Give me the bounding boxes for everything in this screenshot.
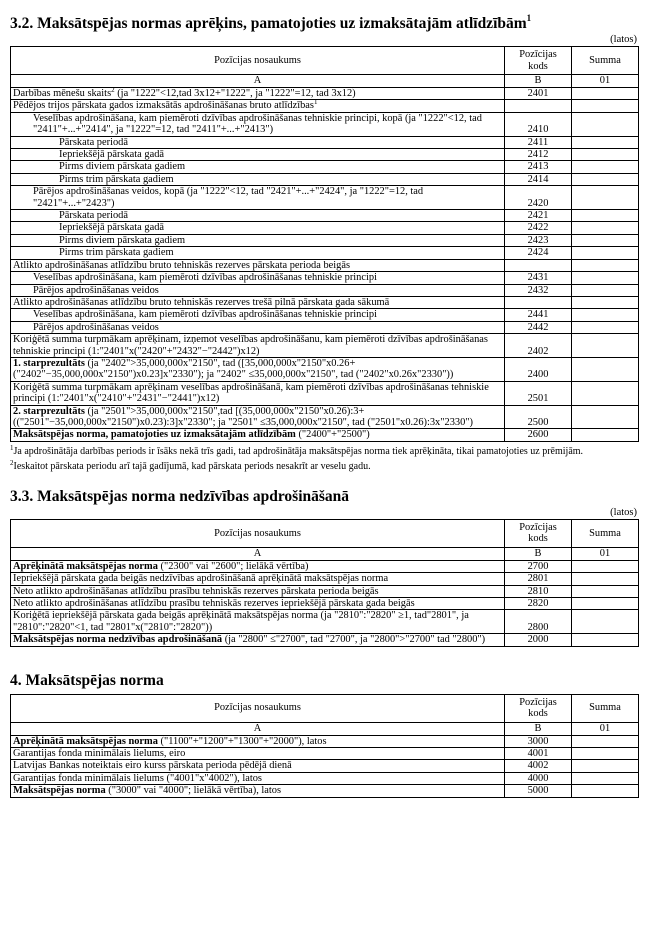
row-code: 2413 [505,161,572,173]
row-amount-cell[interactable] [572,573,639,585]
row-name-text: Pēdējos trijos pārskata gados izmaksātās apdrošināšanas bruto atlīdzības [13,100,314,112]
row-name-text: Koriģētā summa turpmākam aprēķinam veselības apdrošināšanā, kam piemēroti dzīvības apdrošināšanas tehniskie principi (1:"2401"x("2410"+"2431"−"2441")x12) [13,381,489,405]
row-name [11,772,505,784]
row-code: 2800 [505,610,572,634]
table-row [11,296,639,308]
section-3-2-footnotes [10,443,638,473]
row-amount-cell[interactable] [572,598,639,610]
row-amount-cell[interactable] [572,161,639,173]
row-amount-cell[interactable] [572,222,639,234]
row-name [11,284,505,296]
row-code: 2420 [505,186,572,210]
row-name-text: Pirms diviem pārskata gadiem [59,161,186,173]
row-amount-cell[interactable] [572,284,639,296]
row-name-text: Pārskata periodā [59,136,128,148]
row-code: 3000 [505,735,572,747]
section-3-3-table [10,519,639,647]
row-name-text: Pārējos apdrošināšanas veidos [33,284,159,296]
row-amount-cell[interactable] [572,186,639,210]
table-row [11,247,639,259]
table-row [11,136,639,148]
header-sum: Summa [572,694,639,722]
row-name [11,149,505,161]
footnote-number: 1 [10,443,14,452]
letter-a: A [11,547,505,560]
row-code: 2423 [505,234,572,246]
letter-b: B [505,75,572,88]
row-name-text: Atlikto apdrošināšanas atlīdzību bruto tehniskās rezerves pārskata perioda beigās [13,259,351,271]
row-amount-cell[interactable] [572,210,639,222]
table-row [11,272,639,284]
row-name [11,234,505,246]
row-formula-text: ("3000" vai "4000"; lielākā vērtība), latos [105,785,282,797]
row-formula-text: (ja "1222"<12,tad 3x12+"1222", ja "1222"=12, tad 3x12) [114,88,356,99]
row-amount-cell[interactable] [572,429,639,441]
row-name [11,357,505,381]
row-name-text: Atlikto apdrošināšanas atlīdzību bruto tehniskās rezerves trešā pilnā pārskata gada sākumā [13,296,390,308]
row-name [11,785,505,797]
row-amount-cell[interactable] [572,405,639,429]
footnote-text: Ieskaitot pārskata periodu arī tajā gadījumā, kad pārskata periods nesakrīt ar veselu gadu. [13,461,371,473]
row-amount-cell[interactable] [572,634,639,646]
row-name-text: Iepriekšējā pārskata gadā [59,149,165,161]
row-code: 2424 [505,247,572,259]
section-4-table [10,694,639,798]
header-name: Pozīcijas nosaukums [11,47,505,75]
table-row [11,321,639,333]
table-row [11,309,639,321]
footnote [10,443,638,458]
row-code: 2431 [505,272,572,284]
row-amount-cell[interactable] [572,136,639,148]
section-3-3-rows [11,560,639,646]
row-name-text: Iepriekšējā pārskata gadā [59,222,165,234]
header-code: Pozīcijas kods [505,519,572,547]
row-name [11,381,505,405]
table-row [11,112,639,136]
row-name [11,598,505,610]
table-row [11,748,639,760]
table-row [11,149,639,161]
table-row [11,573,639,585]
row-formula-text: (ja "2800" ≤"2700", tad "2700", ja "2800">"2700" tad "2800") [222,634,486,646]
section-4-title: 4. Maksātspējas norma [10,671,164,689]
table-row [11,785,639,797]
row-amount-cell[interactable] [572,610,639,634]
row-code: 2410 [505,112,572,136]
row-formula-text: ("2300" vai "2600"; lielākā vērtība) [157,560,309,572]
row-name-text: Pārējos apdrošināšanas veidos [33,321,159,333]
row-amount-cell[interactable] [572,149,639,161]
row-name [11,88,505,100]
row-name [11,334,505,358]
letter-01: 01 [572,75,639,88]
table-row [11,259,639,271]
row-name [11,247,505,259]
row-formula-text: ("2400"+"2500") [295,429,370,441]
row-name [11,161,505,173]
table-row [11,735,639,747]
row-name [11,585,505,597]
row-amount-cell[interactable] [572,309,639,321]
row-code: 2600 [505,429,572,441]
row-name [11,573,505,585]
row-amount-cell[interactable] [572,112,639,136]
row-name [11,321,505,333]
table-row [11,585,639,597]
row-amount-cell[interactable] [572,88,639,100]
row-amount-cell[interactable] [572,321,639,333]
letter-b: B [505,722,572,735]
row-name-text: Pārējos apdrošināšanas veidos, kopā (ja "1222"<12, tad "2421"+...+"2424", ja "1222"=12, tad "2421"+...+"2423") [33,186,424,209]
row-amount-cell[interactable] [572,585,639,597]
row-code: 2432 [505,284,572,296]
header-sum: Summa [572,519,639,547]
row-amount-cell[interactable] [572,272,639,284]
row-formula-text: ("1100"+"1200"+"1300"+"2000"), latos [157,735,327,747]
row-code: 2801 [505,573,572,585]
row-amount-cell[interactable] [572,748,639,760]
row-code: 2000 [505,634,572,646]
row-code: 2422 [505,222,572,234]
table-row [11,381,639,405]
table-row [11,88,639,100]
row-name-text: Neto atlikto apdrošināšanas atlīdzību prasību tehniskās rezerves iepriekšējā pārskata gada beigās [13,598,415,609]
row-name-text: Darbības mēnešu skaits [13,88,112,99]
table-row [11,284,639,296]
row-amount-cell[interactable] [572,735,639,747]
row-name [11,748,505,760]
table-row [11,186,639,210]
row-amount-cell[interactable] [572,357,639,381]
row-name [11,634,505,646]
row-name-text: Veselības apdrošināšana, kam piemēroti dzīvības apdrošināšanas tehniskie principi [33,309,377,321]
row-name-text: Veselības apdrošināšana, kam piemēroti dzīvības apdrošināšanas tehniskie principi [33,272,377,284]
header-name: Pozīcijas nosaukums [11,694,505,722]
row-code: 2501 [505,381,572,405]
row-name-text: Aprēķinātā maksātspējas norma [13,735,158,747]
row-code [505,259,572,271]
row-amount-cell[interactable] [572,560,639,572]
row-amount-cell[interactable] [572,173,639,185]
footnote [10,458,638,473]
section-3-3-unit: (latos) [610,506,637,518]
row-code: 4002 [505,760,572,772]
row-amount-cell[interactable] [572,334,639,358]
row-code: 2500 [505,405,572,429]
row-formula-text: (ja "2501">35,000,000x"2150",tad [(35,000,000x"2150"x0.26):3+(("2501"−35,000,000x"2150")x0.23):3]x"2330"; ja "2501" ≤35,000,000x"2150", tad ("2501"x0.26):3x"2330") [13,405,473,428]
row-code [505,100,572,112]
table-row [11,161,639,173]
table-row [11,598,639,610]
row-name [11,760,505,772]
header-code: Pozīcijas kods [505,47,572,75]
footnote-text: Ja apdrošinātāja darbības periods ir īsāks nekā trīs gadi, tad apdrošinātāja maksātspējas norma tiek aprēķināta, tikai pamatojoties uz prēmijām. [13,445,584,457]
row-amount-cell[interactable] [572,296,639,308]
row-code: 2411 [505,136,572,148]
document-page [10,8,638,798]
row-name [11,272,505,284]
row-name [11,222,505,234]
row-name [11,210,505,222]
row-name [11,309,505,321]
table-row [11,210,639,222]
table-row [11,772,639,784]
row-name-text: Koriģētā summa turpmākam aprēķinam, izņemot veselības apdrošināšanu, kam piemēroti dzīvības apdrošināšanas tehniskie principi (1:"2401"x("2420"+"2432"−"2442")x12) [13,334,488,357]
row-amount-cell[interactable] [572,247,639,259]
letter-01: 01 [572,547,639,560]
row-name-text: Pirms trim pārskata gadiem [59,173,174,185]
row-code: 2700 [505,560,572,572]
table-row [11,610,639,634]
table-row [11,405,639,429]
row-amount-cell[interactable] [572,760,639,772]
row-name-text: 1. starprezultāts [13,357,85,369]
row-name [11,186,505,210]
row-formula-text: (ja "2402">35,000,000x"2150", tad ([35,000,000x"2150"x0.26+("2402"−35,000,000x"2150")x0.23]x"2330"); ja "2402" ≤35,000,000x"2150", tad ("2402"x0.26x"2330")) [13,357,454,381]
section-4-rows [11,735,639,797]
section-3-2-unit: (latos) [610,34,637,45]
row-amount-cell[interactable] [572,785,639,797]
row-name-text: Aprēķinātā maksātspējas norma [13,560,158,572]
row-code: 2820 [505,598,572,610]
row-code: 2400 [505,357,572,381]
row-code: 2412 [505,149,572,161]
row-name-text: Neto atlikto apdrošināšanas atlīdzību prasību tehniskās rezerves pārskata perioda beigās [13,585,379,597]
row-name-text: Maksātspējas norma, pamatojoties uz izmaksātajām atlīdzībām [13,429,296,441]
row-name [11,735,505,747]
section-3-2-title: 3.2. Maksātspējas normas aprēķins, pamatojoties uz izmaksātajām atlīdzībām$^1$ [10,13,532,32]
row-name-text: Garantijas fonda minimālais lielums, eiro [13,748,186,760]
row-name [11,173,505,185]
row-amount-cell[interactable] [572,100,639,112]
row-code: 2414 [505,173,572,185]
row-name-text: Iepriekšējā pārskata gada beigās nedzīvības apdrošināšanā aprēķinātā maksātspējas norma [13,573,389,585]
row-amount-cell[interactable] [572,259,639,271]
row-name [11,136,505,148]
footnote-marker: 1 [313,99,318,107]
row-code [505,296,572,308]
table-row [11,634,639,646]
row-amount-cell[interactable] [572,381,639,405]
row-code: 4000 [505,772,572,784]
letter-01: 01 [572,722,639,735]
row-name [11,560,505,572]
row-name-text: Maksātspējas norma nedzīvības apdrošināšanā [13,634,223,646]
row-code: 2441 [505,309,572,321]
table-row [11,760,639,772]
letter-a: A [11,75,505,88]
row-name-text: 2. starprezultāts [13,405,85,417]
row-code: 2421 [505,210,572,222]
section-3-2-rows [11,88,639,442]
section-3-2-table [10,46,639,442]
row-code: 2810 [505,585,572,597]
header-name: Pozīcijas nosaukums [11,519,505,547]
letter-a: A [11,722,505,735]
table-row [11,357,639,381]
row-name [11,100,505,112]
table-row [11,234,639,246]
header-sum: Summa [572,47,639,75]
table-row [11,560,639,572]
row-name-text: Pirms diviem pārskata gadiem [59,234,186,246]
table-row [11,334,639,358]
table-row [11,100,639,112]
row-amount-cell[interactable] [572,772,639,784]
table-row [11,429,639,441]
row-name [11,112,505,136]
row-name [11,296,505,308]
table-row [11,173,639,185]
row-name-text: Latvijas Bankas noteiktais eiro kurss pārskata perioda pēdējā dienā [13,760,292,772]
footnote-marker: 2 [111,87,115,94]
row-name-text: Maksātspējas norma [13,785,106,797]
row-name-text: Koriģētā iepriekšējā pārskata gada beigās aprēķinātā maksātspējas norma (ja "2810":"2820" ≥1, tad"2801", ja "2810":"2820"<1, tad "2801"x("2810":"2820")) [13,610,469,633]
row-name [11,405,505,429]
row-code: 2402 [505,334,572,358]
row-name [11,610,505,634]
header-code: Pozīcijas kods [505,694,572,722]
row-amount-cell[interactable] [572,234,639,246]
row-name-text: Pirms trim pārskata gadiem [59,247,174,259]
row-code: 4001 [505,748,572,760]
letter-b: B [505,547,572,560]
footnote-number: 2 [10,459,14,468]
row-code: 5000 [505,785,572,797]
row-name [11,259,505,271]
row-name-text: Veselības apdrošināšana, kam piemēroti dzīvības apdrošināšanas tehniskie principi, kopā (ja "1222"<12, tad "2411"+...+"2414", ja "1222"=12, tad "2411"+...+"2413") [33,112,482,136]
table-row [11,222,639,234]
row-code: 2442 [505,321,572,333]
section-3-3-title: 3.3. Maksātspējas norma nedzīvības apdrošināšanā [10,487,350,505]
row-code: 2401 [505,88,572,100]
row-name-text: Pārskata periodā [59,210,128,222]
row-name [11,429,505,441]
row-name-text: Garantijas fonda minimālais lielums ("4001"x"4002"), latos [13,772,262,784]
